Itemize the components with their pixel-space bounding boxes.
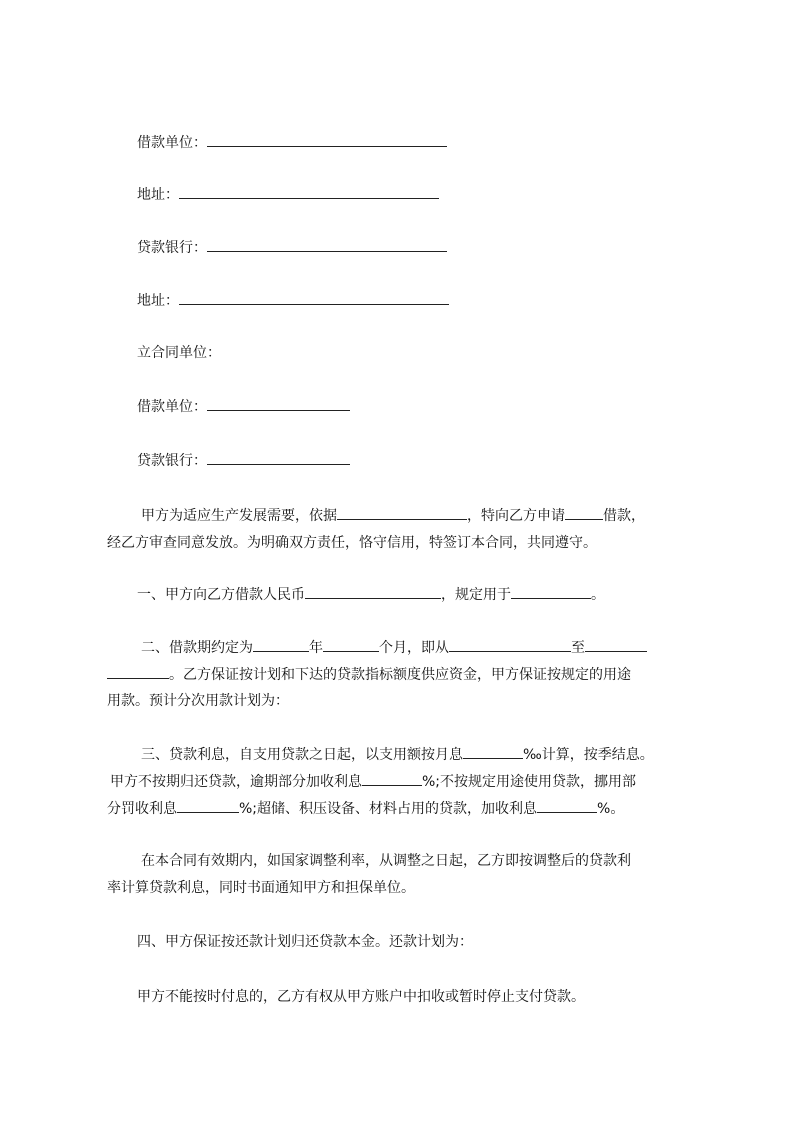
penalty-rate-blank[interactable] — [177, 798, 239, 813]
clause-2-line-2 — [107, 664, 631, 685]
clause-2-text-3: 个月，即从 — [379, 640, 449, 656]
signatory-lender-blank[interactable] — [207, 450, 350, 465]
clause-2-line-1 — [141, 637, 647, 658]
clause-2-line-3: 用款。预计分次用款计划为： — [107, 693, 289, 709]
term-years-blank[interactable] — [253, 637, 309, 652]
end-date-blank[interactable] — [585, 637, 647, 652]
surcharge-rate-blank[interactable] — [537, 798, 597, 813]
clause-2-text-5: 。乙方保证按计划和下达的贷款指标额度供应资金，甲方保证按规定的用途 — [169, 667, 631, 683]
monthly-rate-blank[interactable] — [463, 744, 523, 759]
rate-adjustment-line-1: 在本合同有效期内，如国家调整利率，从调整之日起，乙方即按调整后的贷款利 — [141, 853, 631, 869]
signatory-lender-field — [137, 450, 350, 471]
clause-3-line-3 — [107, 798, 624, 819]
overdue-rate-blank[interactable] — [362, 771, 422, 786]
clause-3-text-1: 三、贷款利息，自支用贷款之日起，以支用额按月息 — [141, 747, 463, 763]
lender-address-label: 地址： — [137, 293, 179, 309]
borrower-blank[interactable] — [207, 132, 447, 147]
clause-1 — [137, 584, 605, 605]
clause-4: 四、甲方保证按还款计划归还贷款本金。还款计划为： — [137, 934, 473, 950]
clause-3-line-1 — [141, 744, 654, 765]
signatory-borrower-label: 借款单位： — [137, 399, 207, 415]
clause-3-text-7: %。 — [597, 801, 625, 817]
preamble-text-1: 甲方为适应生产发展需要，依据 — [141, 508, 337, 524]
borrower-label: 借款单位： — [137, 135, 207, 151]
borrower-address-label: 地址： — [137, 187, 179, 203]
clause-2-text-2: 年 — [309, 640, 323, 656]
clause-3-text-6: %;超储、积压设备、材料占用的贷款，加收利息 — [239, 801, 538, 817]
signatory-borrower-blank[interactable] — [207, 396, 350, 411]
clause-1-text-1: 一、甲方向乙方借款人民币 — [137, 587, 305, 603]
term-months-blank[interactable] — [323, 637, 379, 652]
lender-bank-blank[interactable] — [207, 237, 447, 252]
loan-type-blank[interactable] — [565, 505, 603, 520]
preamble-line-1 — [141, 505, 645, 526]
borrower-address-field — [137, 184, 439, 205]
loan-purpose-blank[interactable] — [511, 584, 591, 599]
preamble-line-2: 经乙方审查同意发放。为明确双方责任，恪守信用，特签订本合同，共同遵守。 — [107, 535, 597, 551]
lender-bank-label: 贷款银行： — [137, 240, 207, 256]
signatory-borrower-field — [137, 396, 350, 417]
borrower-field — [137, 132, 447, 153]
preamble-text-2: ，特向乙方申请 — [467, 508, 565, 524]
late-interest-clause: 甲方不能按时付息的，乙方有权从甲方账户中扣收或暂时停止支付贷款。 — [137, 989, 585, 1005]
basis-blank[interactable] — [337, 505, 467, 520]
lender-bank-field — [137, 237, 447, 258]
clause-2-text-4: 至 — [571, 640, 585, 656]
start-date-blank[interactable] — [449, 637, 571, 652]
borrower-address-blank[interactable] — [179, 184, 439, 199]
end-date-blank-cont[interactable] — [107, 664, 169, 679]
clause-3-text-2: ‰计算，按季结息。 — [523, 747, 654, 763]
loan-amount-blank[interactable] — [305, 584, 441, 599]
clause-3-text-4: %;不按规定用途使用贷款，挪用部 — [422, 774, 637, 790]
clause-3-text-5: 分罚收利息 — [107, 801, 177, 817]
signatories-title: 立合同单位： — [137, 345, 221, 361]
clause-3-line-2 — [110, 771, 636, 792]
lender-address-blank[interactable] — [179, 290, 449, 305]
clause-2-text-1: 二、借款期约定为 — [141, 640, 253, 656]
clause-3-text-3: 甲方不按期归还贷款，逾期部分加收利息 — [110, 774, 362, 790]
lender-address-field — [137, 290, 449, 311]
preamble-text-3: 借款， — [603, 508, 645, 524]
signatory-lender-label: 贷款银行： — [137, 453, 207, 469]
rate-adjustment-line-2: 率计算贷款利息，同时书面通知甲方和担保单位。 — [107, 880, 415, 896]
clause-1-text-2: ，规定用于 — [441, 587, 511, 603]
clause-1-text-3: 。 — [591, 587, 605, 603]
